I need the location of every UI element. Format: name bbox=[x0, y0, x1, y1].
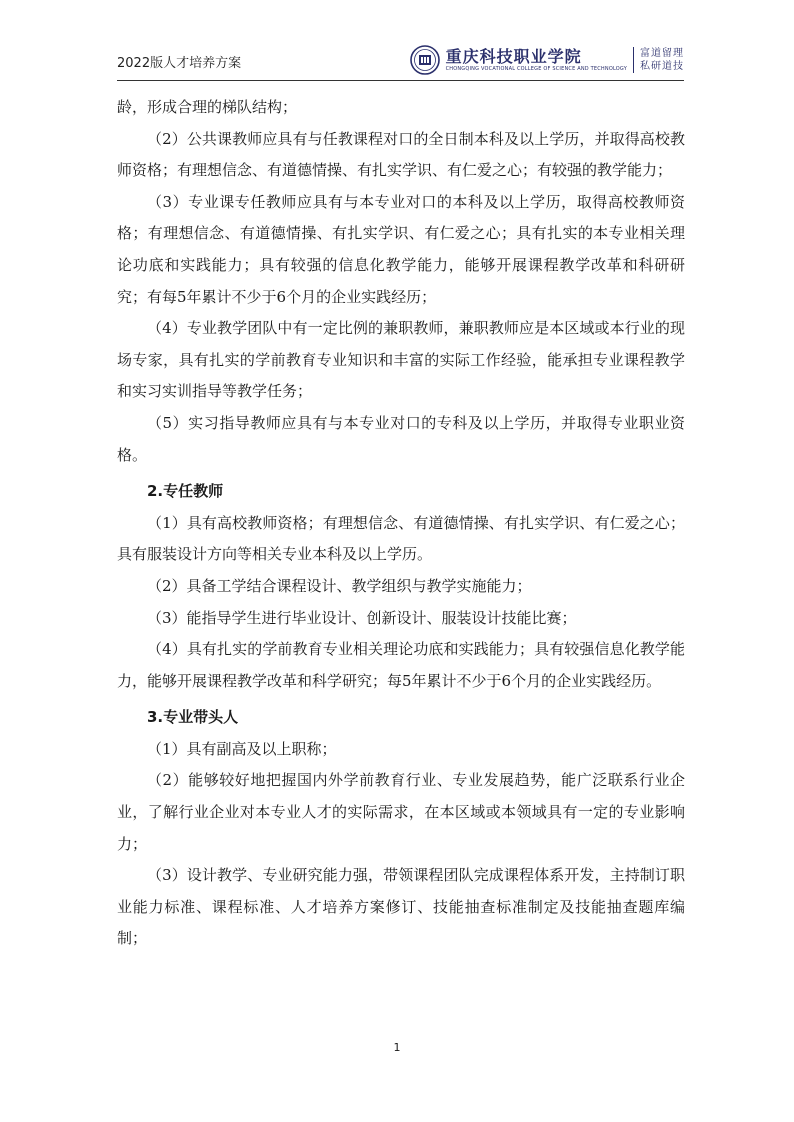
paragraph: （2）能够较好地把握国内外学前教育行业、专业发展趋势，能广泛联系行业企业，了解行业企业对本专业人才的实际需求，在本区域或本领域具有一定的专业影响力； bbox=[117, 771, 685, 853]
paragraph: 龄，形成合理的梯队结构； bbox=[117, 98, 298, 116]
paragraph: （2）公共课教师应具有与任教课程对口的全日制本科及以上学历，并取得高校教师资格；有理想信念、有道德情操、有扎实学识、有仁爱之心；有较强的教学能力； bbox=[117, 129, 685, 180]
section-heading: 3.专业带头人 bbox=[147, 708, 239, 727]
paragraph: （1）具有高校教师资格；有理想信念、有道德情操、有扎实学识、有仁爱之心； 具有服装设计方向等相关专业本科及以上学历。 bbox=[117, 513, 685, 564]
document-body bbox=[117, 92, 685, 955]
motto-line-2: 私研道技 bbox=[640, 61, 684, 72]
motto-line-1: 富道留理 bbox=[640, 48, 684, 59]
logo-chinese-name: 重庆科技职业学院 bbox=[445, 47, 582, 66]
paragraph: （5）实习指导教师应具有与本专业对口的专科及以上学历，并取得专业职业资格。 bbox=[117, 413, 685, 464]
header-divider bbox=[117, 80, 684, 81]
page-header bbox=[117, 42, 684, 82]
college-seal-icon bbox=[410, 45, 440, 75]
logo-divider bbox=[633, 47, 634, 73]
college-logo bbox=[410, 42, 684, 78]
paragraph: （4）具有扎实的学前教育专业相关理论功底和实践能力；具有较强信息化教学能力，能够开展课程教学改革和科学研究；每5年累计不少于6个月的企业实践经历。 bbox=[117, 640, 685, 690]
paragraph: （3）专业课专任教师应具有与本专业对口的本科及以上学历，取得高校教师资格；有理想信念、有道德情操、有扎实学识、有仁爱之心；具有扎实的本专业相关理论功底和实践能力；具有较强的信息化教学能力，能够开展课程教学改革和科研研究；有每5年累计不少于6个月的企业实践经历； bbox=[117, 192, 685, 306]
section-heading: 2.专任教师 bbox=[147, 482, 224, 501]
paragraph: （1）具有副高及以上职称； bbox=[147, 739, 337, 758]
paragraph: （4）专业教学团队中有一定比例的兼职教师，兼职教师应是本区域或本行业的现场专家，具有扎实的学前教育专业知识和丰富的实际工作经验，能承担专业课程教学和实习实训指导等教学任务； bbox=[117, 319, 685, 401]
header-title: 2022版人才培养方案 bbox=[117, 56, 242, 71]
page-number: 1 bbox=[393, 1041, 401, 1054]
paragraph: （2）具备工学结合课程设计、教学组织与教学实施能力； bbox=[147, 576, 532, 595]
logo-text bbox=[446, 48, 627, 72]
paragraph: （3）设计教学、专业研究能力强，带领课程团队完成课程体系开发，主持制订职业能力标准、课程标准、人才培养方案修订、技能抽查标准制定及技能抽查题库编制； bbox=[117, 866, 685, 948]
logo-motto bbox=[640, 47, 684, 73]
paragraph: （3）能指导学生进行毕业设计、创新设计、服装设计技能比赛； bbox=[147, 608, 577, 627]
logo-english-name: CHONGQING VOCATIONAL COLLEGE OF SCIENCE AND TECHNOLOGY bbox=[445, 66, 627, 72]
